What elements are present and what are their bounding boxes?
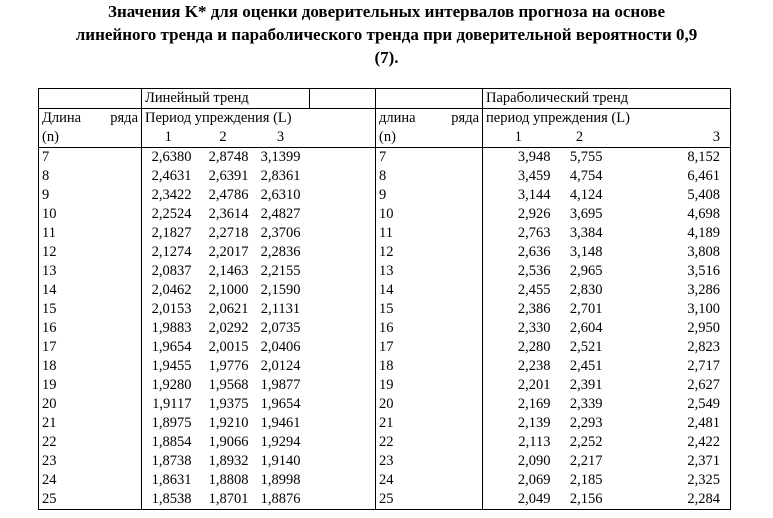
linear-trend-header: Линейный тренд [142,89,310,109]
table-body [39,148,731,510]
parabolic-p1-cell: 2,536 [483,262,554,281]
linear-n-cell: 25 [39,490,142,510]
parabolic-p3-cell: 6,461 [606,167,731,186]
linear-l1-cell: 1,8538 [142,490,195,510]
table-row [39,319,731,338]
linear-n-cell: 10 [39,205,142,224]
linear-n-cell: 18 [39,357,142,376]
parabolic-p3-cell: 3,286 [606,281,731,300]
parabolic-p3-cell: 3,100 [606,300,731,319]
linear-l2-cell: 2,6391 [208,168,249,184]
left-n-label: (n) [39,128,142,148]
title-line-3: (7). [374,48,399,67]
page-title [0,0,773,69]
parabolic-n-cell: 22 [376,433,483,452]
linear-n-cell: 23 [39,452,142,471]
spacer-cell [310,471,376,490]
linear-l3-cell: 2,2155 [260,263,301,279]
spacer-cell [310,414,376,433]
parabolic-p1-cell: 2,763 [483,224,554,243]
linear-l2-cell: 1,8701 [195,490,252,510]
parabolic-p1-cell: 2,636 [483,243,554,262]
table-row [39,281,731,300]
parabolic-n-cell: 24 [376,471,483,490]
parabolic-p1-cell: 2,169 [483,395,554,414]
linear-n-cell: 8 [39,167,142,186]
parabolic-p3-cell: 8,152 [606,148,731,168]
linear-l1-cell: 2,0837 [142,262,195,281]
linear-l2-cell: 2,2718 [208,225,249,241]
table-row [39,262,731,281]
table-row [39,186,731,205]
parabolic-n-cell: 17 [376,338,483,357]
parabolic-n-cell: 20 [376,395,483,414]
table-row [39,148,731,168]
linear-n-cell: 13 [39,262,142,281]
parabolic-p1-cell: 2,049 [483,490,554,510]
spacer-cell [310,452,376,471]
linear-l1-cell: 2,4631 [142,167,195,186]
parabolic-p3-cell: 2,549 [606,395,731,414]
parabolic-p1-cell: 2,280 [483,338,554,357]
linear-l2-cell: 2,4786 [208,187,249,203]
linear-l3-cell: 2,0406 [260,339,301,355]
parabolic-p3-cell: 2,627 [606,376,731,395]
parabolic-p1-cell: 2,069 [483,471,554,490]
parabolic-p2-cell: 2,521 [569,339,603,355]
left-period-1: 1 [142,128,195,148]
table-row [39,395,731,414]
left-period-2: 2 [195,128,252,148]
spacer-cell [310,281,376,300]
linear-n-cell: 22 [39,433,142,452]
linear-l2-cell: 2,1463 [208,263,249,279]
linear-l1-cell: 2,1827 [142,224,195,243]
linear-n-cell: 24 [39,471,142,490]
linear-n-cell: 16 [39,319,142,338]
right-n-label: (n) [376,128,483,148]
linear-l3-cell: 2,3706 [260,225,301,241]
parabolic-p2-cell: 2,451 [569,358,603,374]
linear-l3-cell: 1,9140 [260,453,301,469]
parabolic-p2-cell: 2,293 [569,415,603,431]
parabolic-p1-cell: 2,113 [483,433,554,452]
parabolic-p2-cell: 4,754 [569,168,603,184]
table-row [39,490,731,510]
linear-l3-cell: 2,2836 [260,244,301,260]
table-row [39,452,731,471]
parabolic-n-cell: 16 [376,319,483,338]
linear-l2-cell: 1,9375 [208,396,249,412]
table-row [39,357,731,376]
linear-l1-cell: 2,1274 [142,243,195,262]
table-row [39,167,731,186]
linear-l3-cell: 1,8998 [260,472,301,488]
parabolic-p2-cell: 2,701 [569,301,603,317]
table-row [39,224,731,243]
linear-n-cell: 15 [39,300,142,319]
parabolic-p3-cell: 2,284 [606,490,731,510]
linear-l3-cell: 2,8361 [260,168,301,184]
parabolic-p3-cell: 4,698 [606,205,731,224]
linear-l3-cell: 2,1590 [260,282,301,298]
linear-l1-cell: 1,8854 [142,433,195,452]
parabolic-p1-cell: 2,926 [483,205,554,224]
subheader-row-2 [39,128,731,148]
linear-l2-cell: 2,0015 [208,339,249,355]
table-row [39,205,731,224]
spacer-cell [310,376,376,395]
linear-l1-cell: 2,0153 [142,300,195,319]
linear-l2-cell: 2,8748 [208,149,249,165]
linear-l3-cell: 2,4827 [260,206,301,222]
linear-l3-cell: 1,9461 [260,415,301,431]
spacer-cell [310,338,376,357]
linear-l1-cell: 1,9280 [142,376,195,395]
title-line-1: Значения K* для оценки доверительных интервалов прогноза на основе [107,2,666,21]
linear-l3-cell: 2,0735 [260,320,301,336]
parabolic-p2-cell: 2,339 [569,396,603,412]
table-row [39,376,731,395]
right-length-label: длина ряда [376,109,483,129]
parabolic-n-cell: 12 [376,243,483,262]
parabolic-p3-cell: 3,808 [606,243,731,262]
spacer-cell [310,490,376,510]
parabolic-n-cell: 8 [376,167,483,186]
linear-n-cell: 11 [39,224,142,243]
parabolic-p3-cell: 2,481 [606,414,731,433]
table-row [39,300,731,319]
linear-n-cell: 14 [39,281,142,300]
parabolic-p2-cell: 2,185 [569,472,603,488]
right-period-2: 2 [554,128,606,148]
parabolic-p1-cell: 3,459 [483,167,554,186]
linear-l1-cell: 1,8975 [142,414,195,433]
linear-l2-cell: 2,1000 [208,282,249,298]
spacer-cell [310,300,376,319]
parabolic-p3-cell: 5,408 [606,186,731,205]
linear-l1-cell: 1,8631 [142,471,195,490]
parabolic-p3-cell: 2,325 [606,471,731,490]
right-period-3: 3 [606,128,731,148]
linear-l3-cell: 2,1131 [260,301,301,317]
parabolic-p2-cell: 2,391 [569,377,603,393]
table-row [39,471,731,490]
parabolic-p1-cell: 2,455 [483,281,554,300]
linear-l1-cell: 2,2524 [142,205,195,224]
linear-l1-cell: 1,9117 [142,395,195,414]
linear-l1-cell: 2,0462 [142,281,195,300]
parabolic-n-cell: 18 [376,357,483,376]
parabolic-n-cell: 13 [376,262,483,281]
parabolic-p3-cell: 2,823 [606,338,731,357]
left-period-3: 3 [252,128,310,148]
parabolic-p1-cell: 2,139 [483,414,554,433]
parabolic-n-cell: 23 [376,452,483,471]
spacer-cell [310,224,376,243]
parabolic-p1-cell: 3,948 [483,148,554,168]
left-period-label: Период упреждения (L) [142,109,310,129]
linear-l1-cell: 1,8738 [142,452,195,471]
table-row [39,338,731,357]
linear-l2-cell: 2,3614 [208,206,249,222]
parabolic-trend-header: Параболический тренд [483,89,731,109]
parabolic-p2-cell: 2,217 [569,453,603,469]
spacer-cell [310,243,376,262]
linear-n-cell: 20 [39,395,142,414]
linear-l3-cell: 1,8876 [252,490,310,510]
spacer-cell [310,186,376,205]
linear-l3-cell: 3,1399 [260,149,301,165]
linear-l3-cell: 1,9877 [260,377,301,393]
linear-n-cell: 19 [39,376,142,395]
right-period-label: период упреждения (L) [483,109,731,129]
parabolic-p2-cell: 3,384 [569,225,603,241]
parabolic-p1-cell: 2,201 [483,376,554,395]
spacer-cell [310,205,376,224]
parabolic-p2-cell: 4,124 [569,187,603,203]
parabolic-p1-cell: 2,330 [483,319,554,338]
parabolic-n-cell: 19 [376,376,483,395]
linear-n-cell: 9 [39,186,142,205]
parabolic-p3-cell: 2,371 [606,452,731,471]
parabolic-p1-cell: 2,386 [483,300,554,319]
parabolic-n-cell: 10 [376,205,483,224]
left-length-label: Длина ряда [39,109,142,129]
parabolic-p2-cell: 2,604 [569,320,603,336]
table-row [39,433,731,452]
linear-l2-cell: 1,8808 [208,472,249,488]
parabolic-p3-cell: 2,422 [606,433,731,452]
linear-l2-cell: 2,2017 [208,244,249,260]
parabolic-n-cell: 15 [376,300,483,319]
linear-l3-cell: 2,0124 [260,358,301,374]
title-line-2: линейного тренда и параболического тренда при доверительной вероятности 0,9 [75,25,698,44]
parabolic-p1-cell: 3,144 [483,186,554,205]
spacer-cell [310,319,376,338]
spacer-cell [310,357,376,376]
linear-n-cell: 17 [39,338,142,357]
parabolic-n-cell: 25 [376,490,483,510]
linear-l1-cell: 1,9654 [142,338,195,357]
parabolic-p2-cell: 2,252 [569,434,603,450]
parabolic-p2-cell: 2,965 [569,263,603,279]
parabolic-n-cell: 21 [376,414,483,433]
spacer-cell [310,167,376,186]
parabolic-p3-cell: 2,717 [606,357,731,376]
linear-l1-cell: 1,9455 [142,357,195,376]
parabolic-p2-cell: 3,695 [569,206,603,222]
linear-l2-cell: 1,9210 [208,415,249,431]
parabolic-n-cell: 14 [376,281,483,300]
linear-l2-cell: 1,9776 [208,358,249,374]
linear-l3-cell: 2,6310 [260,187,301,203]
parabolic-n-cell: 11 [376,224,483,243]
group-header-row [39,89,731,109]
parabolic-p3-cell: 4,189 [606,224,731,243]
linear-l2-cell: 1,9066 [208,434,249,450]
table-row [39,414,731,433]
spacer-cell [310,148,376,168]
parabolic-n-cell: 9 [376,186,483,205]
spacer-cell [310,433,376,452]
parabolic-p3-cell: 2,950 [606,319,731,338]
linear-l2-cell: 1,8932 [208,453,249,469]
linear-l3-cell: 1,9654 [260,396,301,412]
parabolic-p2-cell: 3,148 [569,244,603,260]
linear-l3-cell: 1,9294 [260,434,301,450]
k-values-table [38,88,731,510]
parabolic-n-cell: 7 [376,148,483,168]
linear-l2-cell: 2,0621 [208,301,249,317]
spacer-cell [310,395,376,414]
parabolic-p1-cell: 2,090 [483,452,554,471]
spacer-cell [310,262,376,281]
table-row [39,243,731,262]
linear-l1-cell: 2,3422 [142,186,195,205]
linear-n-cell: 7 [39,148,142,168]
linear-l2-cell: 2,0292 [208,320,249,336]
parabolic-p1-cell: 2,238 [483,357,554,376]
right-period-1: 1 [483,128,554,148]
linear-n-cell: 21 [39,414,142,433]
linear-n-cell: 12 [39,243,142,262]
parabolic-p3-cell: 3,516 [606,262,731,281]
linear-l2-cell: 1,9568 [208,377,249,393]
parabolic-p2-cell: 2,156 [554,490,606,510]
subheader-row-1 [39,109,731,129]
parabolic-p2-cell: 5,755 [569,149,603,165]
linear-l1-cell: 1,9883 [142,319,195,338]
linear-l1-cell: 2,6380 [142,148,195,168]
parabolic-p2-cell: 2,830 [569,282,603,298]
